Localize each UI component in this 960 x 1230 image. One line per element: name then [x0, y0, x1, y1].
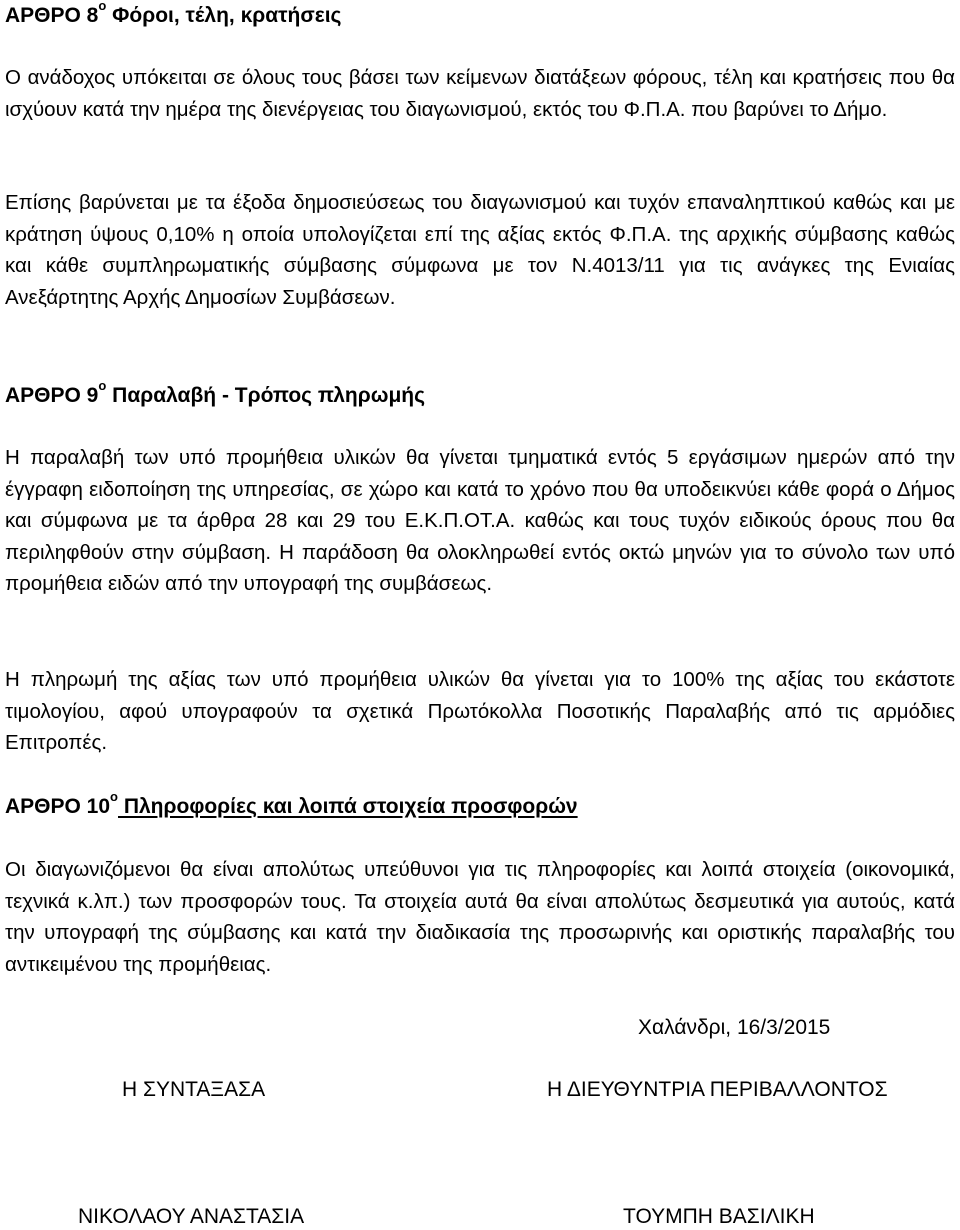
paragraph-text: Επίσης βαρύνεται με τα έξοδα δημοσιεύσεως του διαγωνισμού και τυχόν επαναληπτικού καθώς και με κράτηση ύψους 0,10% η οποία υπολογίζεται επί της αξίας εκτός Φ.Π.Α. της αρχικής σύμβασης καθώς και κάθε συμπληρωματικής σύμβασης σύμφωνα με τον Ν.4013/11 για τις ανάγκες της Ενιαίας Ανεξάρτητης Αρχής Δημοσίων Συμβάσεων.	[5, 191, 955, 309]
article-8-paragraph-1	[5, 62, 955, 125]
place-date: Χαλάνδρι, 16/3/2015	[638, 1016, 831, 1039]
article-10-paragraph-1	[5, 854, 955, 980]
signature-right-role: Η ΔΙΕΥΘΥΝΤΡΙΑ ΠΕΡΙΒΑΛΛΟΝΤΟΣ	[547, 1078, 888, 1101]
article-10-title: Πληροφορίες και λοιπά στοιχεία προσφορών	[118, 795, 578, 818]
article-10-prefix: ΑΡΘΡΟ 10	[5, 795, 111, 818]
article-9-paragraph-2	[5, 664, 955, 759]
article-8-prefix: ΑΡΘΡΟ 8	[5, 4, 99, 27]
paragraph-text: Ο ανάδοχος υπόκειται σε όλους τους βάσει των κείμενων διατάξεων φόρους, τέλη και κρατήσεις που θα ισχύουν κατά την ημέρα της διενέργειας του διαγωνισμού, εκτός του Φ.Π.Α. που βαρύνει το Δήμο.	[5, 66, 955, 121]
signature-left-role: Η ΣΥΝΤΑΞΑΣΑ	[122, 1078, 266, 1101]
article-8-ordinal: ο	[98, 0, 107, 13]
article-8-paragraph-2	[5, 187, 955, 313]
paragraph-text: Η πληρωμή της αξίας των υπό προμήθεια υλικών θα γίνεται για το 100% της αξίας του εκάστοτε τιμολογίου, αφού υπογραφούν τα σχετικά Πρωτόκολλα Ποσοτικής Παραλαβής από τις αρμόδιες Επιτροπές.	[5, 668, 955, 754]
paragraph-text: Η παραλαβή των υπό προμήθεια υλικών θα γίνεται τμηματικά εντός 5 εργάσιμων ημερών από την έγγραφη ειδοποίηση της υπηρεσίας, σε χώρο και κατά το χρόνο που θα υποδεικνύει κάθε φορά ο Δήμος και σύμφωνα με τα άρθρα 28 και 29 του Ε.Κ.Π.ΟΤ.Α. καθώς και τους τυχόν ειδικούς όρους που θα περιληφθούν στην σύμβαση. Η παράδοση θα ολοκληρωθεί εντός οκτώ μηνών για το σύνολο των υπό προμήθεια ειδών από την υπογραφή της συμβάσεως.	[5, 446, 955, 595]
article-9-heading	[5, 378, 426, 411]
article-10-heading	[5, 789, 578, 822]
article-9-title: Παραλαβή - Τρόπος πληρωμής	[106, 384, 426, 407]
article-8-heading	[5, 1, 341, 31]
article-8-title: Φόροι, τέλη, κρατήσεις	[106, 4, 342, 27]
article-9-paragraph-1	[5, 442, 955, 600]
article-10-ordinal: ο	[110, 789, 118, 804]
article-9-ordinal: ο	[98, 378, 107, 393]
paragraph-text: Οι διαγωνιζόμενοι θα είναι απολύτως υπεύθυνοι για τις πληροφορίες και λοιπά στοιχεία (οικονομικά, τεχνικά κ.λπ.) των προσφορών τους. Τα στοιχεία αυτά θα είναι απολύτως δεσμευτικά για αυτούς, κατά την υπογραφή της σύμβασης και κατά την διαδικασία της προσωρινής και οριστικής παραλαβής του αντικειμένου της προμήθειας.	[5, 858, 955, 976]
signature-right-name: ΤΟΥΜΠΗ ΒΑΣΙΛΙΚΗ	[623, 1205, 815, 1228]
article-9-prefix: ΑΡΘΡΟ 9	[5, 384, 99, 407]
signature-left-name: ΝΙΚΟΛΑΟΥ ΑΝΑΣΤΑΣΙΑ	[78, 1205, 305, 1228]
